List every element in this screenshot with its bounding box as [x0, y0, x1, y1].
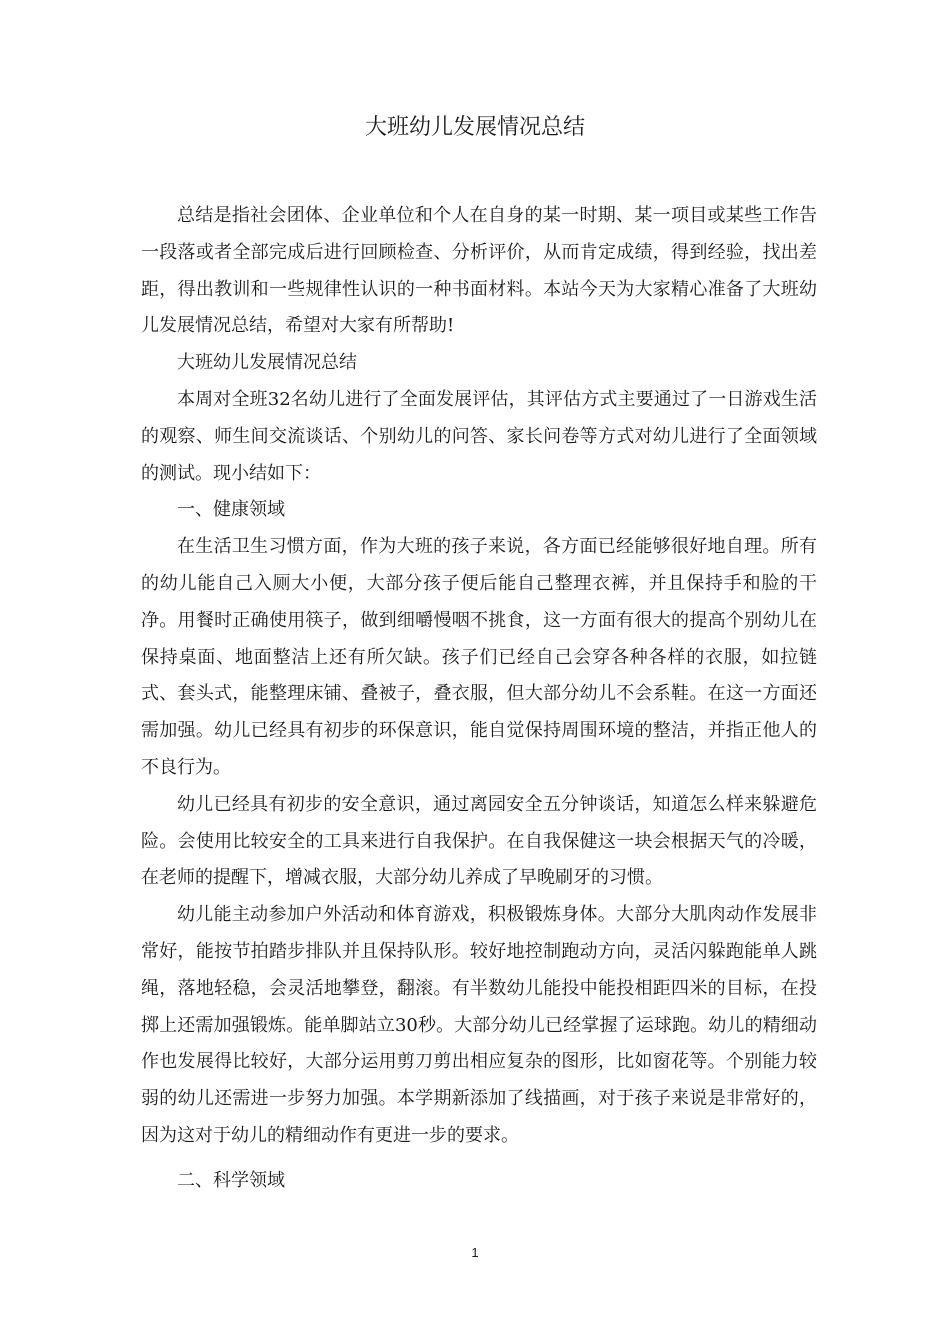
- page-number: 1: [471, 1245, 479, 1260]
- paragraph-exercise: 幼儿能主动参加户外活动和体育游戏，积极锻炼身体。大部分大肌肉动作发展非常好，能按节拍踏步排队并且保持队形。较好地控制跑动方向，灵活闪躲跑能单人跳绳，落地轻稳，会灵活地攀登，翻滚。有半数幼儿能投中能投相距四米的目标，在投掷上还需加强锻炼。能单脚站立30秒。大部分幼儿已经掌握了运球跑。幼儿的精细动作也发展得比较好，大部分运用剪刀剪出相应复杂的图形，比如窗花等。个别能力较弱的幼儿还需进一步努力加强。本学期新添加了线描画，对于孩子来说是非常好的，因为这对于幼儿的精细动作有更进一步的要求。: [141, 904, 817, 1146]
- section-heading-science: 二、科学领域: [177, 1169, 285, 1191]
- paragraph-subtitle: 大班幼儿发展情况总结: [177, 352, 357, 374]
- paragraph-intro: 总结是指社会团体、企业单位和个人在自身的某一时期、某一项目或某些工作告一段落或者全部完成后进行回顾检查、分析评价，从而肯定成绩，得到经验，找出差距，得出教训和一些规律性认识的一种书面材料。本站今天为大家精心准备了大班幼儿发展情况总结，希望对大家有所帮助!: [141, 205, 817, 337]
- section-heading-health: 一、健康领域: [177, 499, 285, 521]
- paragraph-hygiene: 在生活卫生习惯方面，作为大班的孩子来说，各方面已经能够很好地自理。所有的幼儿能自己入厕大小便，大部分孩子便后能自己整理衣裤，并且保持手和脸的干净。用餐时正确使用筷子，做到细嚼慢咽不挑食，这一方面有很大的提高个别幼儿在保持桌面、地面整洁上还有所欠缺。孩子们已经自己会穿各种各样的衣服，如拉链式、套头式，能整理床铺、叠被子，叠衣服，但大部分幼儿不会系鞋。在这一方面还需加强。幼儿已经具有初步的环保意识，能自觉保持周围环境的整洁，并指正他人的不良行为。: [141, 536, 817, 778]
- document-body: [141, 198, 817, 1200]
- document-title: 大班幼儿发展情况总结: [364, 115, 585, 140]
- paragraph-safety: 幼儿已经具有初步的安全意识，通过离园安全五分钟谈话，知道怎么样来躲避危险。会使用比较安全的工具来进行自我保护。在自我保健这一块会根据天气的冷暖，在老师的提醒下，增减衣服，大部分幼儿养成了早晚刷牙的习惯。: [141, 793, 817, 889]
- paragraph-overview: 本周对全班32名幼儿进行了全面发展评估，其评估方式主要通过了一日游戏生活的观察、师生间交流谈话、个别幼儿的问答、家长问卷等方式对幼儿进行了全面领域的测试。现小结如下：: [141, 388, 817, 484]
